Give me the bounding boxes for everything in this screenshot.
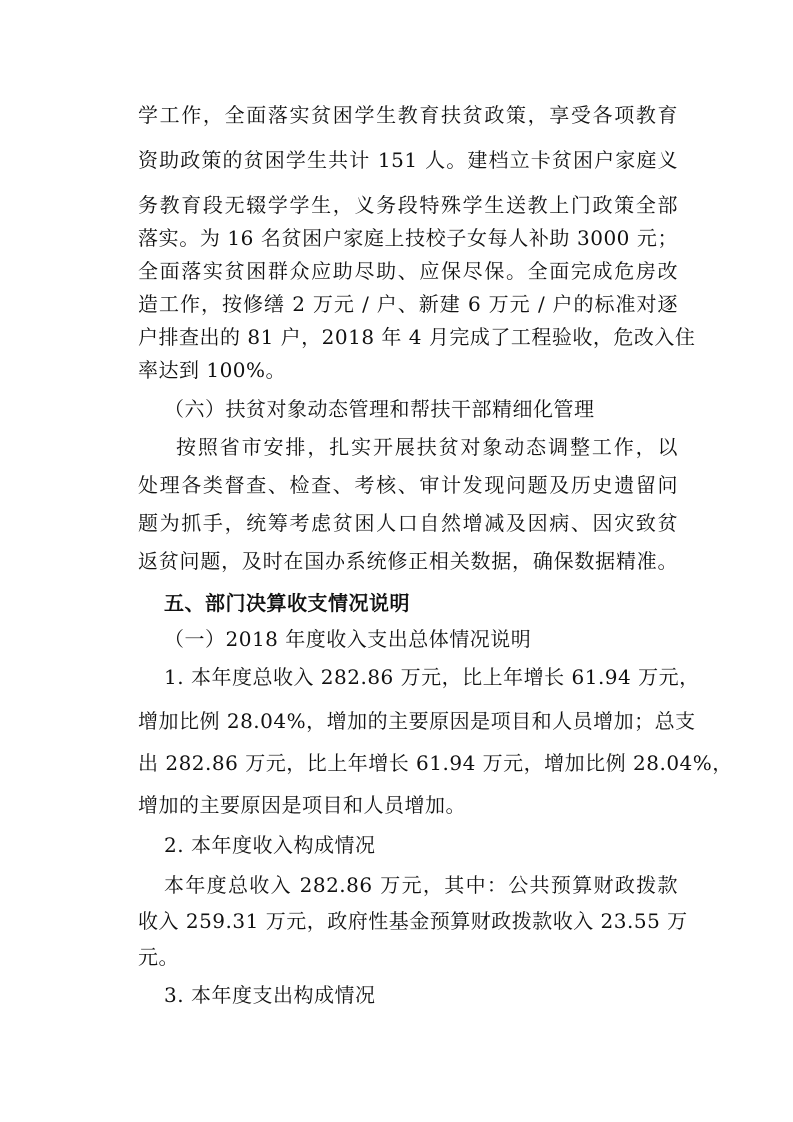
section-title: 五、部门决算收支情况说明	[164, 591, 410, 615]
paragraph-line: 学工作，全面落实贫困学生教育扶贫政策，享受各项教育	[138, 103, 678, 127]
paragraph-line: 出 282.86 万元，比上年增长 61.94 万元，增加比例 28.04%，	[138, 751, 733, 775]
paragraph-line: 户排查出的 81 户，2018 年 4 月完成了工程验收，危改入住	[138, 325, 696, 349]
item-title: 3. 本年度支出构成情况	[164, 983, 376, 1007]
paragraph-line: 元。	[138, 945, 179, 969]
paragraph-line: 资助政策的贫困学生共计 151 人。建档立卡贫困户家庭义	[138, 148, 678, 172]
paragraph-line: 返贫问题，及时在国办系统修正相关数据，确保数据精准。	[138, 549, 678, 573]
paragraph-line: 落实。为 16 名贫困户家庭上技校子女每人补助 3000 元；	[138, 226, 678, 250]
paragraph-line: 增加比例 28.04%，增加的主要原因是项目和人员增加；总支	[138, 709, 696, 733]
paragraph-line: 1. 本年度总收入 282.86 万元，比上年增长 61.94 万元，	[164, 665, 700, 689]
paragraph-line: 造工作，按修缮 2 万元 / 户、新建 6 万元 / 户的标准对逐	[138, 292, 678, 316]
paragraph-line: 题为抓手，统筹考虑贫困人口自然增减及因病、因灾致贫	[138, 511, 678, 535]
paragraph-line: 处理各类督查、检查、考核、审计发现问题及历史遗留问	[138, 473, 678, 497]
subsection-title: （六）扶贫对象动态管理和帮扶干部精细化管理	[164, 397, 595, 421]
item-title: 2. 本年度收入构成情况	[164, 833, 376, 857]
paragraph-line: 率达到 100%。	[138, 358, 287, 382]
paragraph-line: 增加的主要原因是项目和人员增加。	[138, 793, 466, 817]
subsection-title: （一）2018 年度收入支出总体情况说明	[164, 627, 532, 651]
paragraph-line: 按照省市安排，扎实开展扶贫对象动态调整工作，以	[176, 435, 678, 459]
paragraph-line: 本年度总收入 282.86 万元，其中：公共预算财政拨款	[164, 873, 678, 897]
paragraph-line: 全面落实贫困群众应助尽助、应保尽保。全面完成危房改	[138, 259, 678, 283]
paragraph-line: 务教育段无辍学学生，义务段特殊学生送教上门政策全部	[138, 193, 678, 217]
paragraph-line: 收入 259.31 万元，政府性基金预算财政拨款收入 23.55 万	[138, 909, 688, 933]
